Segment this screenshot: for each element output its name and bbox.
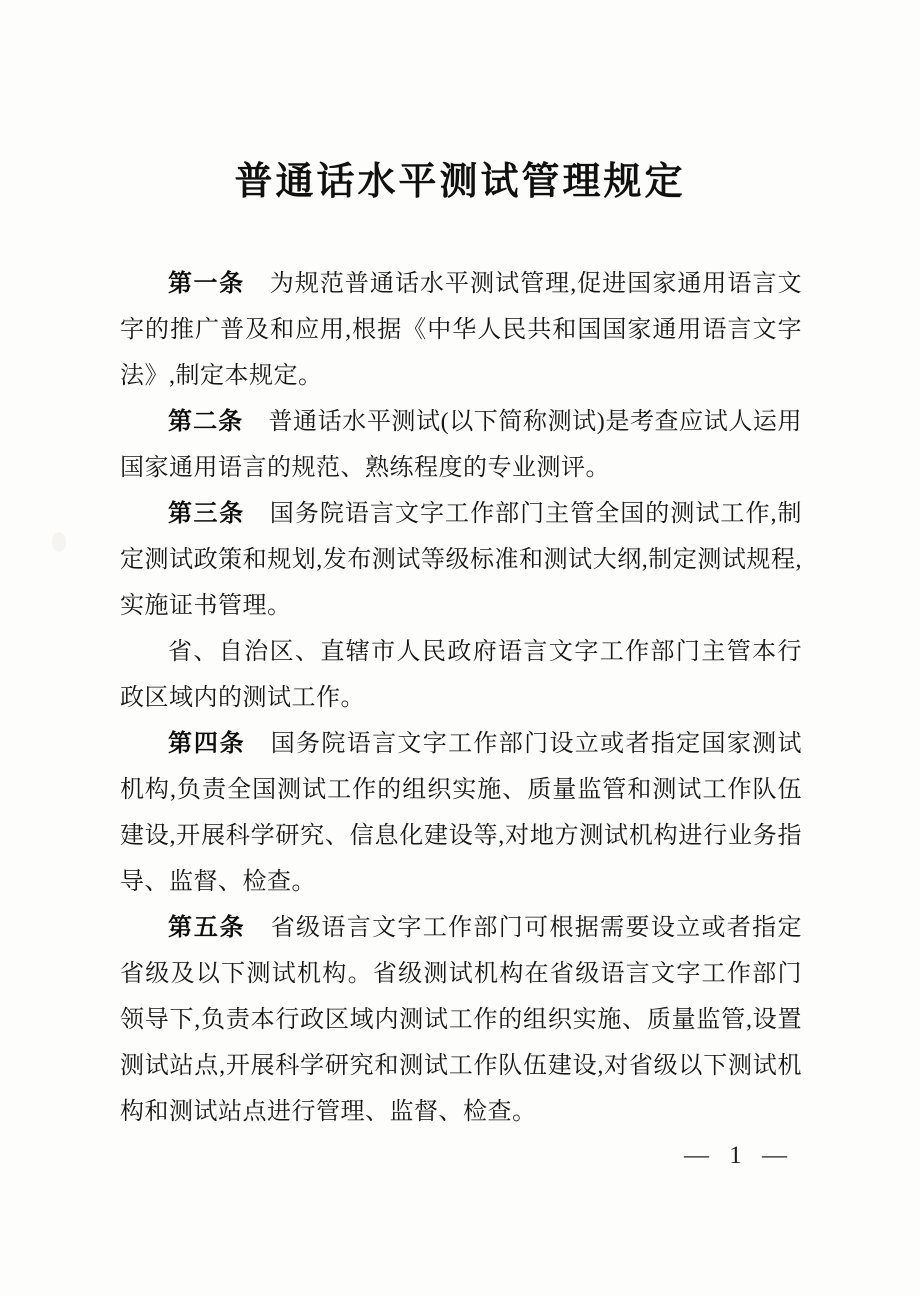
- paragraph: [120, 721, 802, 905]
- paragraph-text: 国务院语言文字工作部门设立或者指定国家测试机构,负责全国测试工作的组织实施、质量监管和测试工作队伍建设,开展科学研究、信息化建设等,对地方测试机构进行业务指导、监督、检查。: [120, 731, 803, 895]
- paragraph: [120, 491, 802, 629]
- document-title: 普通话水平测试管理规定: [234, 161, 686, 203]
- paragraph-text: 国务院语言文字工作部门主管全国的测试工作,制定测试政策和规划,发布测试等级标准和测试大纲,制定测试规程,实施证书管理。: [120, 501, 803, 619]
- paragraph-text: 为规范普通话水平测试管理,促进国家通用语言文字的推广普及和应用,根据《中华人民共和国国家通用语言文字法》,制定本规定。: [120, 271, 803, 389]
- article-label: 第二条: [168, 408, 244, 435]
- paragraph: [120, 629, 802, 721]
- article-label: 第三条: [168, 500, 245, 527]
- article-label: 第四条: [168, 730, 246, 757]
- article-label: 第五条: [168, 914, 246, 941]
- article-label: 第一条: [168, 270, 245, 297]
- paragraph-text: 省、自治区、直辖市人民政府语言文字工作部门主管本行政区域内的测试工作。: [120, 639, 802, 711]
- paragraph-text: 普通话水平测试(以下简称测试)是考查应试人运用国家通用语言的规范、熟练程度的专业测评。: [120, 409, 803, 481]
- page-number: — 1 —: [684, 1142, 794, 1169]
- document-body: [120, 261, 802, 1135]
- paragraph: [120, 399, 802, 491]
- paragraph: [120, 261, 802, 399]
- scan-artifact: [52, 532, 66, 552]
- paragraph-text: 省级语言文字工作部门可根据需要设立或者指定省级及以下测试机构。省级测试机构在省级语言文字工作部门领导下,负责本行政区域内测试工作的组织实施、质量监管,设置测试站点,开展科学研究和测试工作队伍建设,对省级以下测试机构和测试站点进行管理、监督、检查。: [120, 915, 803, 1125]
- paragraph: [120, 905, 802, 1135]
